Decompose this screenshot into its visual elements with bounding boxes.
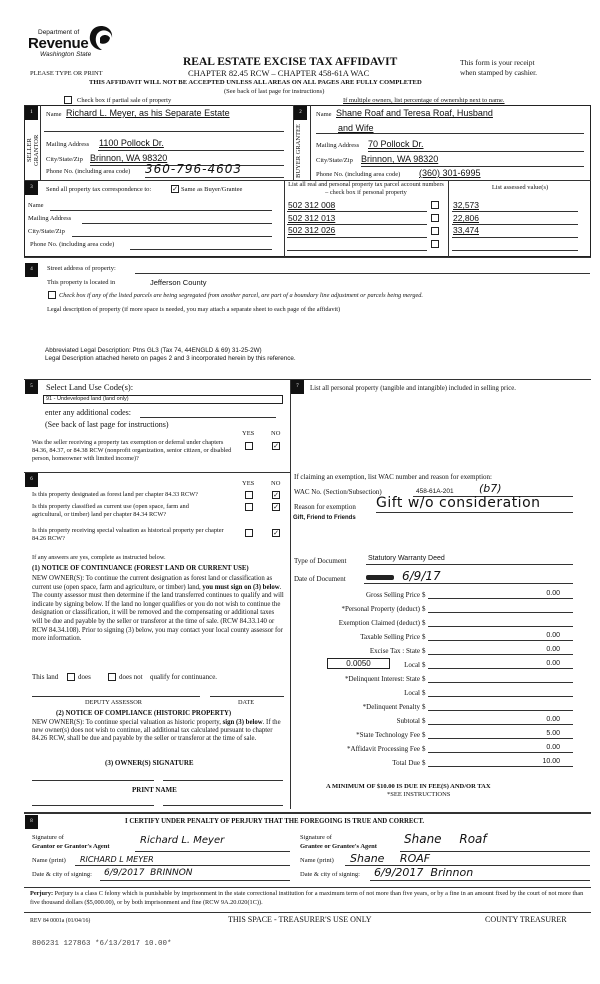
question-yes-checkbox[interactable] [245, 529, 253, 537]
same-as-buyer-label: Same as Buyer/Grantee [181, 186, 243, 193]
personal-property-checkbox[interactable] [431, 214, 439, 222]
does-label: does [78, 673, 91, 681]
corr-mailing-label: Mailing Address [28, 215, 72, 222]
multiple-owners-note: If multiple owners, list percentage of ownership next to name. [343, 97, 505, 104]
land-use-label: Select Land Use Code(s): [46, 382, 134, 392]
currency-symbol: $ [422, 647, 426, 655]
reason-typed: Gift, Friend to Friends [293, 515, 356, 521]
doc-type-label: Type of Document [294, 557, 347, 565]
doc-date-field[interactable]: 6/9/17 [402, 569, 441, 583]
deputy-date-field[interactable] [210, 696, 284, 697]
buyer-city-label: City/State/Zip [316, 157, 353, 164]
notice1-bold: you must sign on (3) below [202, 583, 280, 591]
does-checkbox[interactable] [67, 673, 75, 681]
notice2-title: (2) NOTICE OF COMPLIANCE (HISTORIC PROPERTY) [56, 710, 232, 717]
seller-phone-field[interactable]: 360-796-4603 [145, 162, 243, 176]
street-label: Street address of property: [47, 265, 116, 272]
personal-property-checkbox[interactable] [431, 227, 439, 235]
buyer-mailing-field[interactable]: 70 Pollock Dr. [368, 139, 424, 149]
dor-logo [28, 26, 123, 62]
doc-date-label: Date of Document [294, 575, 346, 583]
if-yes-note: If any answers are yes, complete as instructed below. [32, 554, 166, 561]
buyer-phone-field[interactable]: (360) 301-6995 [419, 168, 481, 178]
seller-mailing-label: Mailing Address [46, 141, 90, 148]
notice2-text-a: NEW OWNER(S): To continue special valuation as historic property, [32, 719, 221, 726]
seller-mailing-field[interactable]: 1100 Pollock Dr. [99, 138, 164, 148]
seller-name-field[interactable]: Richard L. Meyer, as his Separate Estate [66, 108, 230, 118]
deputy-assessor-signature[interactable] [32, 696, 200, 697]
warning-line: THIS AFFIDAVIT WILL NOT BE ACCEPTED UNLESS ALL AREAS ON ALL PAGES ARE FULLY COMPLETED [89, 79, 422, 86]
logo-line1: Department of [38, 29, 80, 36]
seller-phone-label: Phone No. (including area code) [46, 168, 131, 175]
personal-property-checkbox[interactable] [431, 240, 439, 248]
owner-signature-field-1[interactable] [32, 780, 154, 781]
print-name-field-1[interactable] [32, 805, 154, 806]
assessed-value[interactable]: 32,573 [453, 200, 479, 210]
treasurer-use: THIS SPACE - TREASURER'S USE ONLY [228, 915, 372, 924]
grantor-sig-label-2: Grantor or Grantor's Agent [32, 843, 110, 850]
legal-line-2: Legal Description attached hereto on pages 2 and 3 incorporated herein by this reference. [45, 355, 296, 362]
tax-line-label: Subtotal [396, 717, 420, 725]
notice1-body [32, 575, 286, 644]
question-text: Is this property receiving special valuation as historical property per chapter 84.26 RCW? [32, 527, 224, 542]
doc-type-field[interactable]: Statutory Warranty Deed [368, 555, 445, 562]
perjury-bold: Perjury: [30, 890, 54, 897]
seller-city-label: City/State/Zip [46, 156, 83, 163]
correspondence-label: Send all property tax correspondence to: [46, 186, 152, 193]
exemption-no-checkbox[interactable]: ✓ [273, 442, 279, 450]
tax-line-value[interactable]: 0.00 [546, 660, 560, 667]
tax-line-label: Local [404, 661, 420, 669]
yes-header: YES [242, 430, 255, 437]
corr-city-label: City/State/Zip [28, 228, 65, 235]
doc-date-strikeout [366, 575, 394, 580]
tax-line-label: *State Technology Fee [356, 731, 420, 739]
grantee-sig-label-2: Grantee or Grantee's Agent [300, 843, 377, 850]
question-text: Is this property classified as current use (open space, farm and agricultural, or timber) land per chapter 84.34 RCW? [32, 503, 189, 518]
please-type: PLEASE TYPE OR PRINT [30, 70, 103, 77]
reason-label: Reason for exemption [294, 503, 356, 511]
currency-symbol: $ [422, 745, 426, 753]
tax-line-value[interactable]: 5.00 [546, 730, 560, 737]
buyer-city-field[interactable]: Brinnon, WA 98320 [361, 154, 439, 164]
logo-line3: Washington State [40, 51, 92, 58]
wac-field[interactable]: 458-61A-201 [416, 488, 454, 495]
grantee-sig-label-1: Signature of [300, 834, 332, 841]
notice1-title: (1) NOTICE OF CONTINUANCE (FOREST LAND OR CURRENT USE) [32, 565, 249, 572]
grantee-name-label: Name (print) [300, 857, 334, 864]
assessed-value[interactable]: 22,806 [453, 213, 479, 223]
currency-symbol: $ [422, 689, 426, 697]
currency-symbol: $ [422, 675, 426, 683]
tax-line-label: Local [404, 689, 420, 697]
tax-line-label: Exemption Claimed (deduct) [338, 619, 420, 627]
form-title: REAL ESTATE EXCISE TAX AFFIDAVIT [183, 56, 398, 68]
minimum-note: A MINIMUM OF $10.00 IS DUE IN FEE(S) AND/OR TAX [326, 783, 491, 790]
additional-codes-label: enter any additional codes: [45, 408, 131, 417]
street-field[interactable] [135, 273, 590, 274]
exemption-yes-checkbox[interactable] [245, 442, 253, 450]
additional-codes-field[interactable] [140, 417, 276, 418]
segregated-checkbox[interactable] [48, 291, 56, 299]
exemption-claim-label: If claiming an exemption, list WAC number and reason for exemption: [294, 473, 492, 481]
tax-line-label: *Delinquent Interest: State [344, 675, 420, 683]
cashier-stamp: 806231 127863 *6/13/2017 10.00* [32, 940, 172, 948]
parcel-number[interactable]: 502 312 013 [288, 213, 336, 223]
tax-line-label: *Affidavit Processing Fee [347, 745, 420, 753]
perjury-note [30, 889, 590, 907]
seller-label: SELLER [26, 138, 33, 162]
currency-symbol: $ [422, 731, 426, 739]
question-no-checkbox[interactable]: ✓ [273, 529, 279, 537]
question-text: Is this property designated as forest land per chapter 84.33 RCW? [32, 491, 198, 498]
buyer-phone-label: Phone No. (including area code) [316, 171, 401, 178]
qualify-label: qualify for continuance. [150, 673, 218, 681]
assessed-value[interactable]: 33,474 [453, 225, 479, 235]
buyer-side-label [295, 124, 309, 178]
tax-line-label: *Personal Property (deduct) [341, 605, 420, 613]
currency-symbol: $ [422, 661, 426, 669]
currency-symbol: $ [422, 633, 426, 641]
buyer-mailing-label: Mailing Address [316, 142, 360, 149]
tax-line-label: Taxable Selling Price [360, 633, 420, 641]
currency-symbol: $ [422, 591, 426, 599]
wac-label: WAC No. (Section/Subsection) [294, 488, 382, 496]
land-use-instructions: (See back of last page for instructions) [45, 420, 169, 429]
grantee-date-label: Date & city of signing: [300, 871, 360, 878]
corr-name-label: Name [28, 202, 44, 209]
deputy-assessor-label: DEPUTY ASSESSOR [85, 699, 142, 706]
grantor-name-label: Name (print) [32, 857, 66, 864]
corr-phone-field[interactable] [130, 249, 272, 250]
notice1-text-b: . The county assessor must then determine if the land transferred continues to qualify and will indicate by signing below. If the land no longer qualifies or you do not wish to continue the designation or classification, it will be removed and the compensating or additional taxes will be due and payable by the seller or transferor at the time of sale. (RCW 84.33.140 or RCW 84.34.108). Prior to signing (3) below, you may contact your local county assessor for more information. [32, 583, 284, 643]
tax-line-value[interactable]: 10.00 [542, 758, 560, 765]
currency-symbol: $ [422, 619, 426, 627]
seller-name-label: Name [46, 111, 62, 118]
buyer-label: BUYER [295, 155, 302, 178]
date-label: DATE [238, 699, 255, 706]
section-7-badge: 7 [291, 380, 304, 394]
section-1-badge: 1 [25, 106, 38, 120]
buyer-name-line2[interactable]: and Wife [338, 123, 374, 133]
assessed-header: List assessed value(s) [491, 184, 549, 191]
see-instructions: *SEE INSTRUCTIONS [387, 791, 451, 798]
question-yes-checkbox[interactable] [245, 491, 253, 499]
grantor-sig-label-1: Signature of [32, 834, 64, 841]
exemption-question: Was the seller receiving a property tax exemption or deferral under chapters 84.36, 84.37, or 84.38 RCW (nonprofit organization, senior citizen, or disabled person, homeowner with limited income)? [32, 439, 232, 462]
tax-line-value[interactable]: 0.00 [546, 744, 560, 751]
tax-line-value[interactable]: 0.00 [546, 646, 560, 653]
grantor-signature[interactable]: Richard L. Meyer [140, 835, 225, 846]
currency-symbol: $ [422, 717, 426, 725]
question-no-checkbox[interactable]: ✓ [273, 491, 279, 499]
grantee-name-field[interactable]: Shane ROAF [350, 852, 431, 865]
receipt-note-2: when stamped by cashier. [460, 68, 538, 77]
notice1-text-a: NEW OWNER(S): To continue the current designation as forest land or classification as current use (open space, farm and agriculture, or timber) land, [32, 575, 273, 591]
segregated-label: Check box if any of the listed parcels are being segregated from another parcel, are part of a boundary line adjustment or parcels being merged. [59, 292, 423, 299]
county-treasurer: COUNTY TREASURER [485, 915, 567, 924]
parcel-number[interactable]: 502 312 026 [288, 225, 336, 235]
partial-sale-label: Check box if partial sale of property [77, 97, 172, 104]
land-use-select[interactable]: 91 - Undeveloped land (land only) [43, 395, 283, 404]
section-5-badge: 5 [25, 380, 38, 394]
seller-side-label [26, 122, 40, 178]
form-id: REV 84 0001a (01/04/16) [30, 918, 91, 924]
same-as-buyer-checkbox[interactable]: ✓ [172, 185, 178, 193]
section-3-badge: 3 [25, 181, 38, 195]
print-name-field-2[interactable] [163, 805, 283, 806]
tax-line-value[interactable]: 0.00 [546, 716, 560, 723]
see-back: (See back of last page for instructions) [224, 88, 325, 95]
logo-line2: Revenue [28, 35, 89, 52]
tax-line-label: Excise Tax : State [369, 647, 420, 655]
corr-name-field[interactable] [50, 210, 272, 211]
partial-sale-checkbox[interactable] [64, 96, 72, 104]
print-name-label: PRINT NAME [132, 786, 177, 794]
tax-line-value[interactable]: 0.00 [546, 632, 560, 639]
buyer-name-label: Name [316, 111, 332, 118]
perjury-text: Perjury is a class C felony which is punishable by imprisonment in the state correctional institution for a maximum term of not more than five years, or by a fine in an amount fixed by the court of not more than five thousand dollars ($5,000.00), or by both imprisonment and fine (RCW 9A.20.020(1C)). [30, 890, 584, 906]
personal-property-label: List all personal property (tangible and intangible) included in selling price. [310, 385, 516, 392]
parcels-header: List all real and personal property tax parcel account numbers – check box if personal property [288, 181, 444, 196]
county-field[interactable]: Jefferson County [150, 278, 207, 287]
located-label: This property is located in [47, 279, 116, 286]
grantee-label: GRANTEE [295, 124, 302, 155]
corr-city-field[interactable] [72, 236, 272, 237]
corr-mailing-field[interactable] [82, 223, 272, 224]
section-8-badge: 8 [25, 815, 38, 829]
legal-label: Legal description of property (if more space is needed, you may attach a separate sheet to each page of the affidavit) [47, 306, 341, 313]
dor-swirl-icon [88, 24, 114, 52]
grantor-name-field[interactable]: RICHARD L MEYER [80, 855, 154, 864]
question-yes-checkbox[interactable] [245, 503, 253, 511]
owner-signature-label: (3) OWNER(S) SIGNATURE [105, 759, 194, 767]
buyer-name-field[interactable]: Shane Roaf and Teresa Roaf, Husband [336, 108, 493, 118]
certify-title: I CERTIFY UNDER PENALTY OF PERJURY THAT THE FOREGOING IS TRUE AND CORRECT. [125, 818, 425, 825]
tax-line-label: Total Due [392, 759, 420, 767]
corr-phone-label: Phone No. (including area code) [30, 241, 115, 248]
grantee-signature[interactable]: Shane Roaf [404, 832, 487, 846]
local-tax-rate: 0.0050 [327, 658, 390, 669]
currency-symbol: $ [422, 605, 426, 613]
grantor-date-label: Date & city of signing: [32, 871, 92, 878]
does-not-label: does not [119, 673, 143, 681]
currency-symbol: $ [422, 703, 426, 711]
section-6-badge: 6 [25, 473, 38, 487]
does-not-checkbox[interactable] [108, 673, 116, 681]
question-no-checkbox[interactable]: ✓ [273, 503, 279, 511]
reason-handwritten[interactable]: Gift w/o consideration [376, 495, 541, 511]
section-2-badge: 2 [294, 106, 307, 120]
no-header-6: NO [271, 480, 281, 487]
owner-signature-field-2[interactable] [163, 780, 283, 781]
this-land-label: This land [32, 673, 59, 681]
receipt-note-1: This form is your receipt [460, 58, 535, 67]
grantor-label: GRANTOR [33, 134, 40, 166]
notice2-text-b: . If the new owner(s) does not wish to continue, all additional tax calculated pursuant to chapter 84.26 RCW, shall be due and payable by the seller or transferor at the time of sale. [32, 719, 281, 742]
notice2-bold: sign (3) below [222, 719, 263, 726]
no-header: NO [271, 430, 281, 437]
seller-city-field[interactable]: Brinnon, WA 98320 [90, 153, 168, 163]
yes-header-6: YES [242, 480, 255, 487]
wac-handwritten: (b7) [479, 482, 502, 495]
chapter-line: CHAPTER 82.45 RCW – CHAPTER 458-61A WAC [188, 68, 370, 78]
currency-symbol: $ [422, 759, 426, 767]
grantee-date-field[interactable]: 6/9/2017 Brinnon [374, 866, 474, 879]
tax-line-label: Gross Selling Price [365, 591, 420, 599]
tax-line-label: *Delinquent Penalty [362, 703, 420, 711]
legal-line-1: Abbreviated Legal Description: Ptns GL3 (Tax 74, 44ENGLD & 69) 31-25-2W) [45, 347, 262, 354]
notice2-body [32, 719, 286, 742]
parcel-number[interactable]: 502 312 008 [288, 200, 336, 210]
personal-property-checkbox[interactable] [431, 201, 439, 209]
tax-line-value[interactable]: 0.00 [546, 590, 560, 597]
section-4-badge: 4 [25, 263, 38, 277]
grantor-date-field[interactable]: 6/9/2017 BRINNON [104, 868, 193, 878]
